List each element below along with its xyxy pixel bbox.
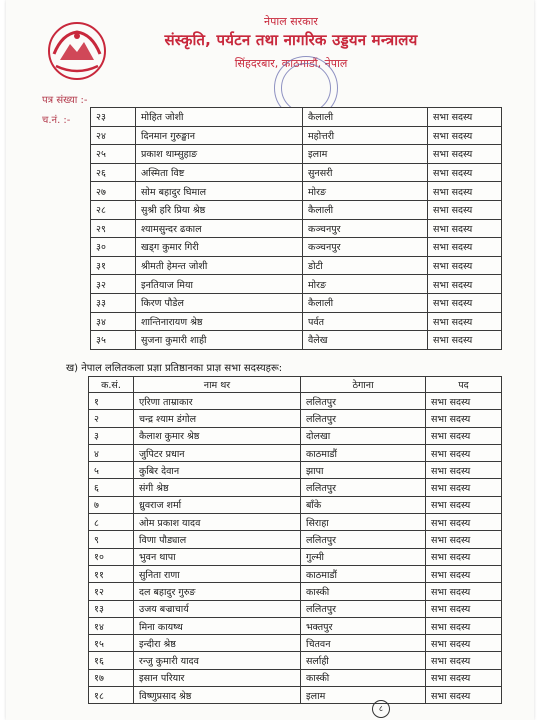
address-cell: कैलाली (303, 200, 428, 219)
table-row (89, 462, 502, 479)
page-number-mark: ८ (372, 700, 390, 718)
name-cell: उजय बज्राचार्य (134, 600, 301, 617)
address-cell: मोरङ (303, 275, 428, 294)
table-row (89, 496, 502, 513)
name-cell: विणा पौड्याल (134, 531, 301, 548)
name-cell: इनतियाज मिया (136, 275, 303, 294)
table-row (91, 312, 502, 331)
table-row (91, 126, 502, 145)
header-address: ठेगाना (301, 377, 426, 393)
address-cell: कञ्चनपुर (303, 238, 428, 257)
serial-number-cell: ३१ (91, 256, 136, 275)
fine-arts-academy-members-table (88, 376, 502, 704)
reference-number-label: पत्र संख्या :- (42, 95, 88, 106)
table-row (89, 669, 502, 686)
serial-number-cell: ३२ (91, 275, 136, 294)
serial-number-cell: ९ (89, 531, 134, 548)
post-cell: सभा सदस्य (426, 635, 502, 652)
address-cell: ललितपुर (301, 393, 426, 410)
post-cell: सभा सदस्य (426, 687, 502, 704)
name-cell: संगी श्रेष्ठ (134, 479, 301, 496)
serial-number-cell: १६ (89, 652, 134, 669)
serial-number-cell: २८ (91, 200, 136, 219)
table-row (89, 635, 502, 652)
post-cell: सभा सदस्य (426, 462, 502, 479)
serial-number-cell: १० (89, 548, 134, 565)
post-cell: सभा सदस्य (426, 617, 502, 634)
name-cell: श्यामसुन्दर ढकाल (136, 219, 303, 238)
post-cell: सभा सदस्य (426, 444, 502, 461)
serial-number-cell: ३० (91, 238, 136, 257)
address-cell: ललितपुर (301, 531, 426, 548)
serial-number-cell: २ (89, 410, 134, 427)
name-cell: कैलाश कुमार श्रेष्ठ (134, 427, 301, 444)
post-cell: सभा सदस्य (426, 600, 502, 617)
serial-number-cell: ५ (89, 462, 134, 479)
name-cell: ध्रुवराज शर्मा (134, 496, 301, 513)
serial-number-cell: १५ (89, 635, 134, 652)
table-row (89, 687, 502, 704)
name-cell: प्रकाश थाम्सुहाङ (136, 145, 303, 164)
table-header-row (89, 377, 502, 393)
name-cell: एरिणा ताम्राकार (134, 393, 301, 410)
members-table-continued (90, 107, 502, 350)
post-cell: सभा सदस्य (428, 182, 502, 201)
table-row (91, 256, 502, 275)
address-cell: बाँके (301, 496, 426, 513)
name-cell: सुजना कुमारी शाही (136, 331, 303, 350)
post-cell: सभा सदस्य (426, 427, 502, 444)
name-cell: जुपिटर प्रधान (134, 444, 301, 461)
table-row (89, 514, 502, 531)
document-page (6, 0, 534, 720)
address-cell: इलाम (301, 687, 426, 704)
table-row (89, 531, 502, 548)
address-cell: ललितपुर (301, 410, 426, 427)
name-cell: चन्द्र श्याम डंगोल (134, 410, 301, 427)
name-cell: मिना कायष्थ (134, 617, 301, 634)
post-cell: सभा सदस्य (426, 479, 502, 496)
table-row (91, 182, 502, 201)
name-cell: सुश्री हरि प्रिया श्रेष्ठ (136, 200, 303, 219)
serial-number-cell: १ (89, 393, 134, 410)
serial-number-cell: ११ (89, 565, 134, 582)
post-cell: सभा सदस्य (428, 238, 502, 257)
address-cell: मोरङ (303, 182, 428, 201)
post-cell: सभा सदस्य (426, 565, 502, 582)
address-cell: डोटी (303, 256, 428, 275)
post-cell: सभा सदस्य (426, 652, 502, 669)
address-cell: कास्की (301, 583, 426, 600)
name-cell: खड्ग कुमार गिरी (136, 238, 303, 257)
section-title: ख) नेपाल ललितकला प्रज्ञा प्रतिष्ठानका प्राज्ञ सभा सदस्यहरू: (66, 363, 283, 374)
name-cell: भुवन थापा (134, 548, 301, 565)
table-row (89, 583, 502, 600)
table-row (89, 427, 502, 444)
serial-number-cell: २३ (91, 108, 136, 127)
address-cell: सर्लाही (301, 652, 426, 669)
address-cell: दोलखा (301, 427, 426, 444)
serial-number-cell: १८ (89, 687, 134, 704)
name-cell: अस्मिता विष्ट (136, 163, 303, 182)
serial-number-cell: २४ (91, 126, 136, 145)
serial-number-cell: ४ (89, 444, 134, 461)
table-row (91, 163, 502, 182)
ministry-title: संस्कृति, पर्यटन तथा नागरिक उड्डयन मन्त्रालय (164, 31, 418, 49)
table-row (91, 331, 502, 350)
name-cell: शान्तिनारायण श्रेष्ठ (136, 312, 303, 331)
serial-number-cell: ३५ (91, 331, 136, 350)
post-cell: सभा सदस्य (426, 514, 502, 531)
name-cell: दल बहादुर गुरुङ (134, 583, 301, 600)
serial-number-cell: ६ (89, 479, 134, 496)
serial-number-cell: ३४ (91, 312, 136, 331)
address-cell: सुनसरी (303, 163, 428, 182)
name-cell: इन्दीरा श्रेष्ठ (134, 635, 301, 652)
post-cell: सभा सदस्य (428, 293, 502, 312)
table-row (89, 600, 502, 617)
serial-number-cell: ८ (89, 514, 134, 531)
table-row (91, 219, 502, 238)
post-cell: सभा सदस्य (428, 126, 502, 145)
table-row (91, 238, 502, 257)
post-cell: सभा सदस्य (428, 145, 502, 164)
name-cell: किरण पौडेल (136, 293, 303, 312)
address-cell: ललितपुर (301, 600, 426, 617)
serial-number-cell: २७ (91, 182, 136, 201)
table-row (91, 275, 502, 294)
serial-number-cell: १७ (89, 669, 134, 686)
address-cell: भक्तपुर (301, 617, 426, 634)
name-cell: ओम प्रकाश यादव (134, 514, 301, 531)
table-row (89, 565, 502, 582)
address-cell: कञ्चनपुर (303, 219, 428, 238)
ministry-address: सिंहदरबार, काठमाडौं, नेपाल (234, 57, 348, 70)
name-cell: मोहित जोशी (136, 108, 303, 127)
post-cell: सभा सदस्य (428, 331, 502, 350)
post-cell: सभा सदस्य (426, 548, 502, 565)
post-cell: सभा सदस्य (426, 531, 502, 548)
address-cell: महोत्तरी (303, 126, 428, 145)
address-cell: इलाम (303, 145, 428, 164)
name-cell: सुनिता राणा (134, 565, 301, 582)
header-name: नाम थर (134, 377, 301, 393)
name-cell: विष्णुप्रसाद श्रेष्ठ (134, 687, 301, 704)
table-row (89, 444, 502, 461)
name-cell: रन्जु कुमारी यादव (134, 652, 301, 669)
address-cell: काठमाडौं (301, 444, 426, 461)
table-row (91, 293, 502, 312)
post-cell: सभा सदस्य (428, 256, 502, 275)
table-row (91, 200, 502, 219)
header-serial-number: क.सं. (89, 377, 134, 393)
post-cell: सभा सदस्य (426, 410, 502, 427)
serial-number-cell: ३ (89, 427, 134, 444)
post-cell: सभा सदस्य (428, 275, 502, 294)
post-cell: सभा सदस्य (426, 669, 502, 686)
post-cell: सभा सदस्य (428, 200, 502, 219)
address-cell: ललितपुर (301, 479, 426, 496)
address-cell: सिराहा (301, 514, 426, 531)
post-cell: सभा सदस्य (428, 163, 502, 182)
post-cell: सभा सदस्य (426, 496, 502, 513)
header-post: पद (426, 377, 502, 393)
post-cell: सभा सदस्य (428, 312, 502, 331)
address-cell: पर्वत (303, 312, 428, 331)
serial-number-cell: १३ (89, 600, 134, 617)
address-cell: कास्की (301, 669, 426, 686)
name-cell: श्रीमती हेमन्त जोशी (136, 256, 303, 275)
serial-number-cell: २९ (91, 219, 136, 238)
table-row (89, 617, 502, 634)
serial-number-cell: १२ (89, 583, 134, 600)
name-cell: इसान परियार (134, 669, 301, 686)
address-cell: झापा (301, 462, 426, 479)
name-cell: कुबिर देवान (134, 462, 301, 479)
table-row (89, 410, 502, 427)
post-cell: सभा सदस्य (428, 219, 502, 238)
table-row (89, 479, 502, 496)
serial-number-cell: ३३ (91, 293, 136, 312)
post-cell: सभा सदस्य (428, 108, 502, 127)
address-cell: काठमाडौं (301, 565, 426, 582)
dispatch-number-label: च.नं. :- (42, 115, 71, 126)
serial-number-cell: १४ (89, 617, 134, 634)
table-row (89, 548, 502, 565)
table-row (91, 108, 502, 127)
address-cell: कैलाली (303, 293, 428, 312)
name-cell: दिनमान गुरुङ्खान (136, 126, 303, 145)
serial-number-cell: ७ (89, 496, 134, 513)
name-cell: सोम बहादुर घिमाल (136, 182, 303, 201)
address-cell: वैलेख (303, 331, 428, 350)
nepal-government-emblem-icon (42, 20, 112, 82)
serial-number-cell: २५ (91, 145, 136, 164)
table-row (89, 393, 502, 410)
post-cell: सभा सदस्य (426, 583, 502, 600)
table-row (89, 652, 502, 669)
address-cell: कैलाली (303, 108, 428, 127)
post-cell: सभा सदस्य (426, 393, 502, 410)
address-cell: चितवन (301, 635, 426, 652)
serial-number-cell: २६ (91, 163, 136, 182)
address-cell: गुल्मी (301, 548, 426, 565)
table-row (91, 145, 502, 164)
government-title: नेपाल सरकार (264, 15, 318, 28)
